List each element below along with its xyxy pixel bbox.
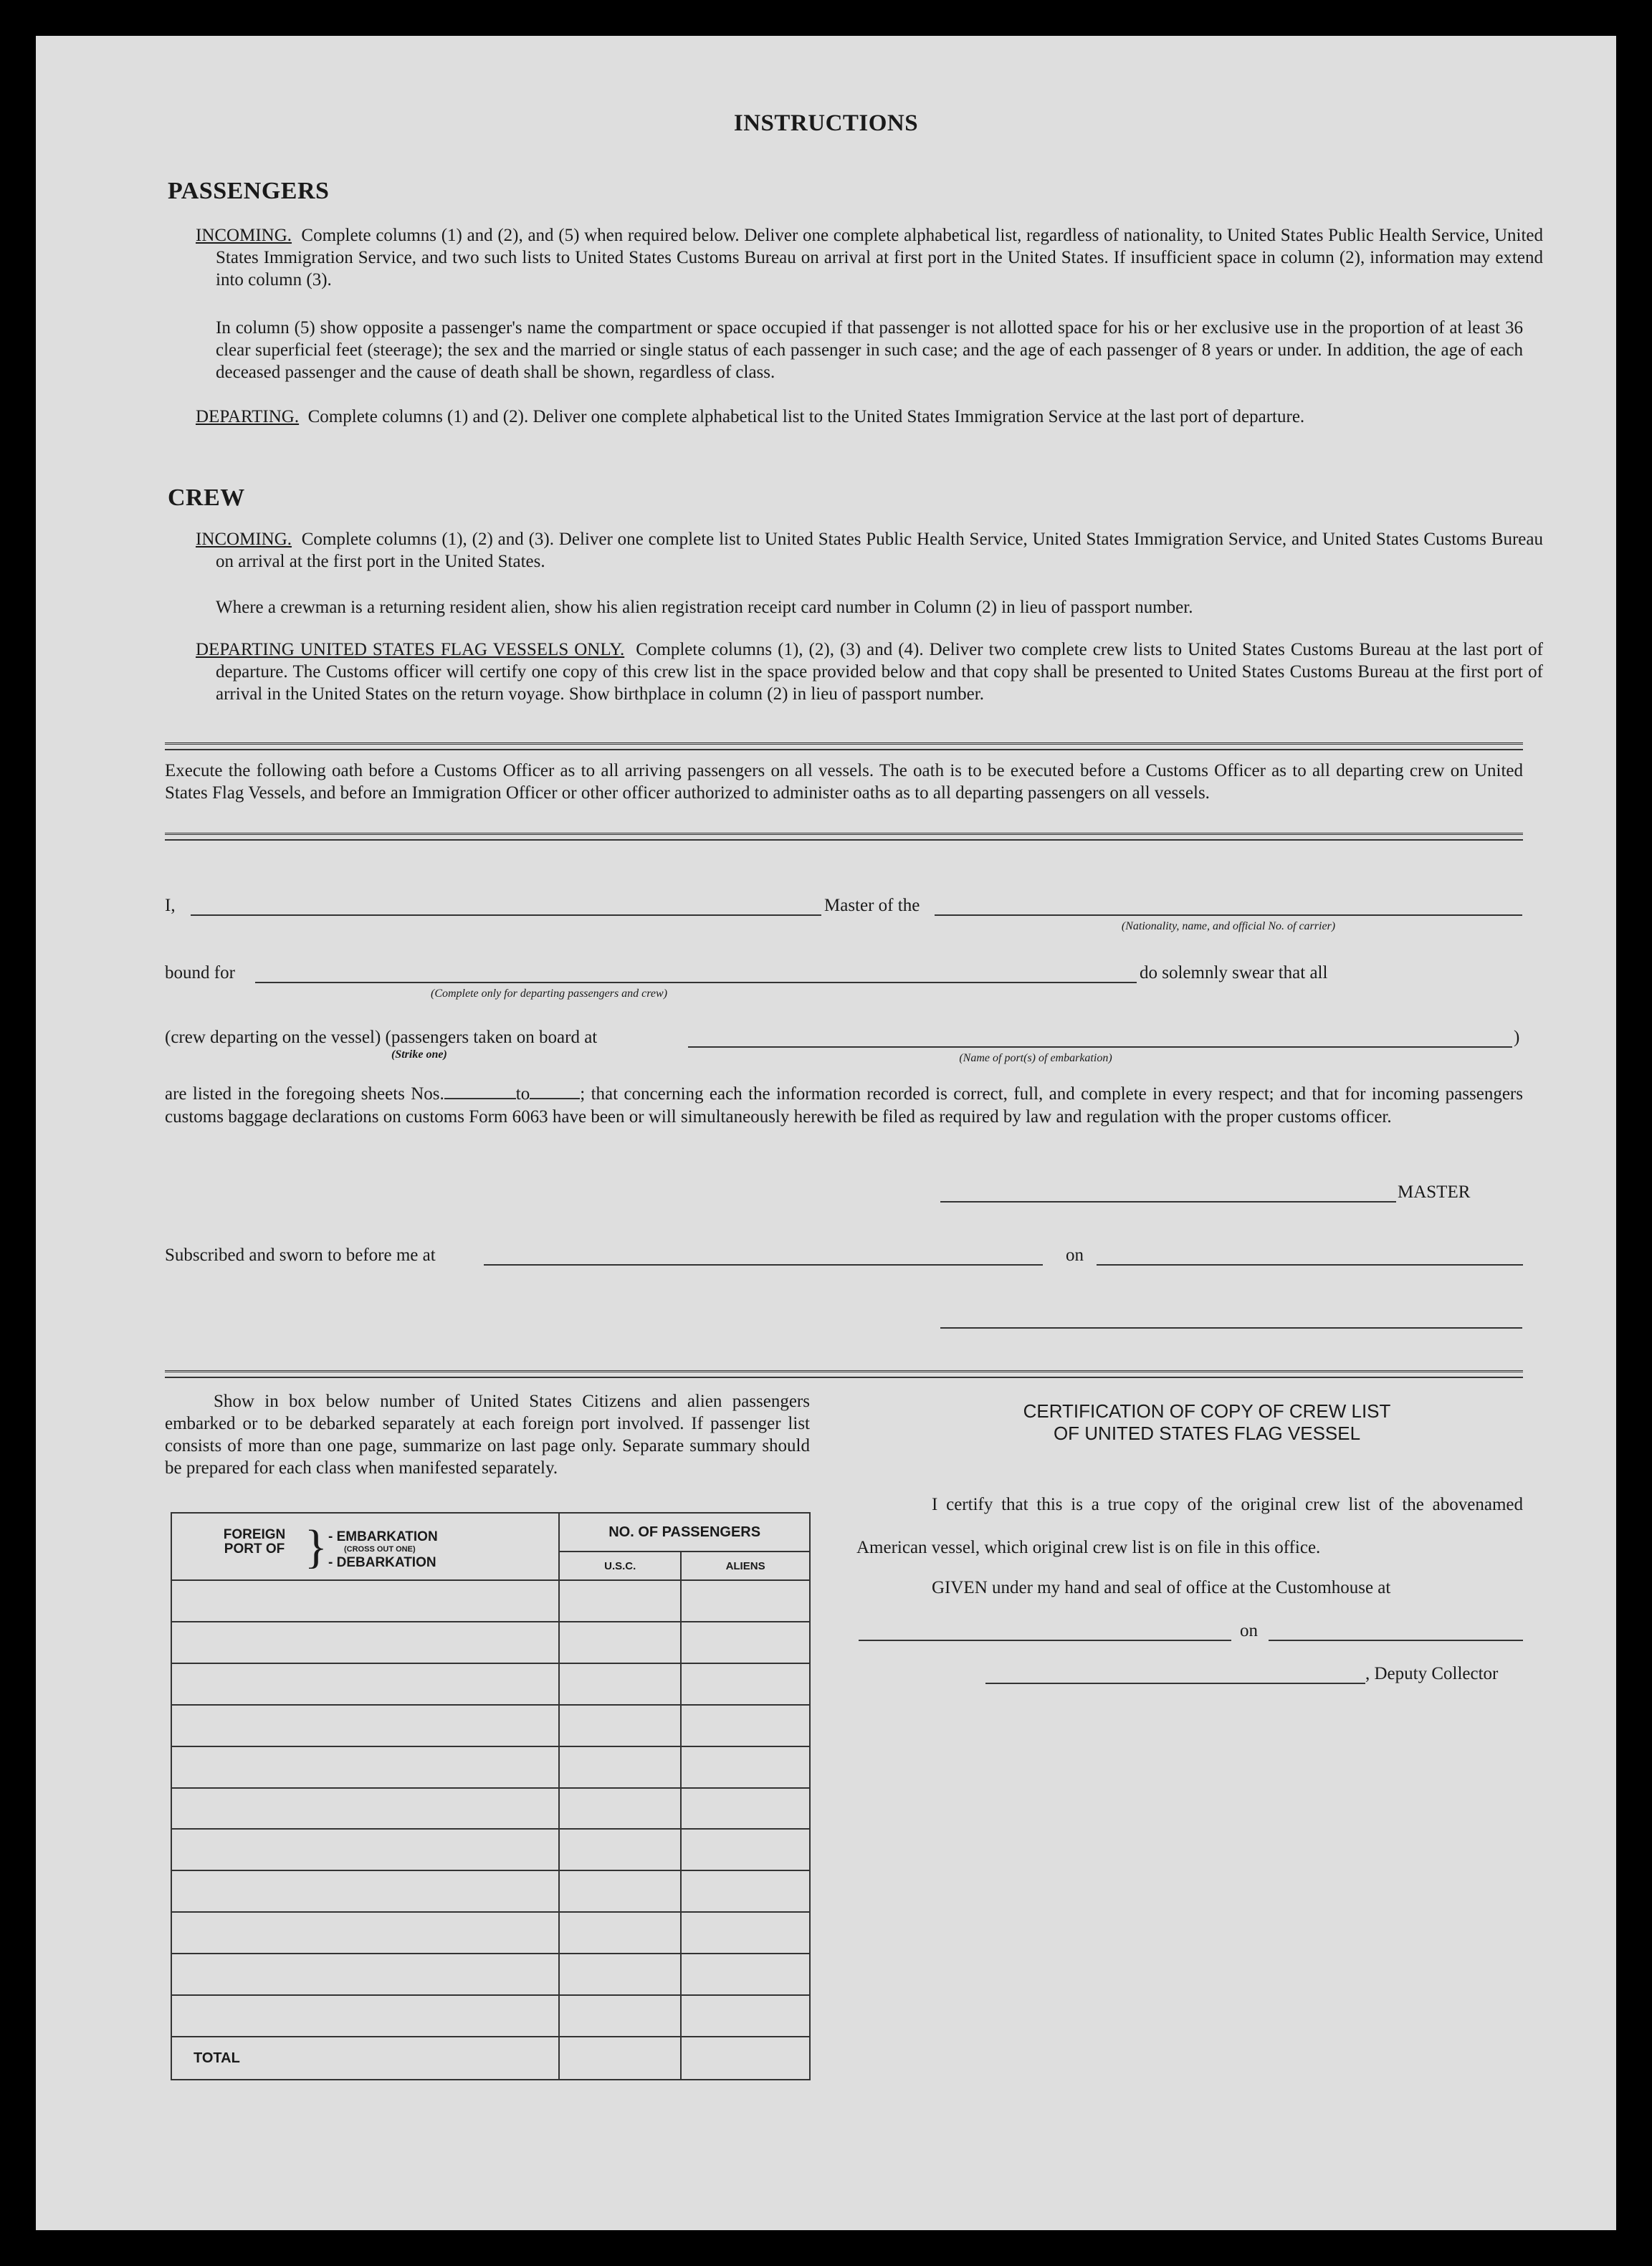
strike-one-note: (Strike one) (391, 1048, 447, 1061)
summary-row (171, 1870, 810, 1912)
crew-incoming-lead: INCOMING. (196, 530, 292, 549)
given-text: GIVEN under my hand and seal of office at the Customhouse at (932, 1578, 1391, 1597)
page-title: INSTRUCTIONS (733, 110, 919, 136)
aliens-cell[interactable] (681, 1746, 810, 1788)
port-cell[interactable] (171, 1870, 559, 1912)
usc-cell[interactable] (559, 1746, 681, 1788)
certify-text: I certify that this is a true copy of the original crew list of the abovenamed American vessel, which original crew list is on file in this office. (856, 1495, 1523, 1557)
listed-text: ; that concerning each the information recorded is correct, full, and complete in every respect; and that for incoming passengers customs baggage declarations on customs Form 6063 have been or will simultaneously herewith be filed as required by law and regulation with the proper customs officer. (165, 1084, 1523, 1127)
passengers-departing-paragraph (196, 406, 1543, 428)
divider (165, 742, 1523, 750)
passengers-incoming-lead: INCOMING. (196, 226, 292, 245)
crew-passengers-text: (crew departing on the vessel) (passengers taken on board at (165, 1028, 598, 1047)
crew-incoming-paragraph (196, 528, 1543, 573)
port-cell[interactable] (171, 1663, 559, 1705)
certification-title-line2: OF UNITED STATES FLAG VESSEL (1053, 1423, 1361, 1444)
crew-incoming-text: Complete columns (1), (2) and (3). Deliver one complete list to United States Public Health Service, United States Immigration Service, and United States Customs Bureau on arrival at the first port in the United States. (216, 530, 1543, 571)
carrier-note: (Nationality, name, and official No. of carrier) (1121, 920, 1336, 932)
port-cell[interactable] (171, 1829, 559, 1870)
usc-cell[interactable] (559, 1705, 681, 1746)
cross-out-note: (CROSS OUT ONE) (344, 1545, 416, 1554)
sheet-from-line[interactable] (444, 1084, 516, 1099)
certification-title (884, 1400, 1529, 1445)
passengers-incoming-paragraph (196, 224, 1543, 291)
document-page (36, 36, 1616, 2230)
embarkation-label: - EMBARKATION (328, 1529, 438, 1544)
summary-row (171, 1954, 810, 1995)
passenger-summary-table (171, 1512, 811, 2080)
solemnly-swear-text: do solemnly swear that all (1140, 963, 1328, 983)
usc-cell[interactable] (559, 1622, 681, 1663)
usc-cell[interactable] (559, 1580, 681, 1622)
crew-alien-paragraph: Where a crewman is a returning resident alien, show his alien registration receipt card number in Column (2) in lieu of passport number. (216, 598, 1193, 617)
aliens-header: ALIENS (681, 1552, 810, 1580)
summary-row (171, 1622, 810, 1663)
sheet-to-line[interactable] (530, 1084, 580, 1099)
foreign-port-of-label: FOREIGN PORT OF (223, 1527, 286, 1557)
usc-cell[interactable] (559, 1995, 681, 2037)
certification-on-label: on (1240, 1621, 1258, 1640)
aliens-cell[interactable] (681, 1580, 810, 1622)
crew-departing-paragraph (196, 639, 1543, 705)
divider (165, 1370, 1523, 1378)
crew-heading: CREW (168, 484, 245, 511)
subscribed-location-line[interactable] (484, 1264, 1043, 1266)
to-label: to (515, 1084, 530, 1104)
carrier-line[interactable] (935, 914, 1522, 916)
deputy-signature-line[interactable] (985, 1683, 1365, 1684)
oath-instructions: Execute the following oath before a Customs Officer as to all arriving passengers on all vessels. The oath is to be executed before a Customs Officer as to all departing crew on United States Flag Vessels, and before an Immigration Officer or other officer authorized to administer oaths as to all departing passengers on all vessels. (165, 761, 1523, 803)
complete-only-note: (Complete only for departing passengers and crew) (430, 988, 668, 1000)
listed-paragraph (165, 1083, 1523, 1129)
usc-cell[interactable] (559, 1954, 681, 1995)
passengers-column5-paragraph: In column (5) show opposite a passenger's name the compartment or space occupied if that passenger is not allotted space for his or her exclusive use in the proportion of at least 36 clear superficial feet (steerage); the sex and the married or single status of each passenger in such case; and the age of each passenger of 8 years or under. In addition, the age of each deceased passenger and the cause of death shall be shown, regardless of class. (216, 318, 1523, 382)
aliens-cell[interactable] (681, 1870, 810, 1912)
oath-i-label: I, (165, 896, 176, 915)
deputy-collector-label: , Deputy Collector (1365, 1664, 1499, 1683)
divider (165, 833, 1523, 841)
certification-title-line1: CERTIFICATION OF COPY OF CREW LIST (1023, 1400, 1391, 1422)
listed-prefix: are listed in the foregoing sheets Nos. (165, 1084, 444, 1104)
passengers-departing-lead: DEPARTING. (196, 407, 300, 426)
usc-cell[interactable] (559, 1829, 681, 1870)
port-cell[interactable] (171, 1705, 559, 1746)
aliens-cell[interactable] (681, 1995, 810, 2037)
port-cell[interactable] (171, 1622, 559, 1663)
port-note: (Name of port(s) of embarkation) (959, 1052, 1112, 1064)
on-label: on (1066, 1246, 1084, 1265)
usc-cell[interactable] (559, 1912, 681, 1954)
no-passengers-header: NO. OF PASSENGERS (559, 1513, 810, 1552)
aliens-cell[interactable] (681, 1663, 810, 1705)
port-embarkation-line[interactable] (688, 1046, 1512, 1048)
crew-departing-lead: DEPARTING UNITED STATES FLAG VESSELS ONLY. (196, 640, 625, 659)
summary-row (171, 1788, 810, 1830)
master-label: MASTER (1398, 1182, 1471, 1202)
usc-header: U.S.C. (559, 1552, 681, 1580)
total-row (171, 2037, 810, 2080)
customhouse-line[interactable] (859, 1640, 1231, 1641)
port-cell[interactable] (171, 1580, 559, 1622)
usc-cell[interactable] (559, 1663, 681, 1705)
summary-row (171, 1746, 810, 1788)
aliens-cell[interactable] (681, 1954, 810, 1995)
port-cell[interactable] (171, 1746, 559, 1788)
master-signature-line[interactable] (940, 1201, 1396, 1203)
certification-date-line[interactable] (1269, 1640, 1523, 1641)
port-cell[interactable] (171, 1912, 559, 1954)
aliens-total-cell[interactable] (681, 2037, 810, 2080)
aliens-cell[interactable] (681, 1788, 810, 1830)
subscribed-date-line[interactable] (1097, 1264, 1523, 1266)
brace-icon: } (305, 1521, 328, 1573)
aliens-cell[interactable] (681, 1622, 810, 1663)
aliens-cell[interactable] (681, 1912, 810, 1954)
passengers-heading: PASSENGERS (168, 178, 330, 204)
port-cell[interactable] (171, 1995, 559, 2037)
debarkation-label: - DEBARKATION (328, 1555, 436, 1570)
summary-row (171, 1663, 810, 1705)
passengers-incoming-text: Complete columns (1) and (2), and (5) when required below. Deliver one complete alphabetical list, regardless of nationality, to United States Public Health Service, United States Immigration Service, and two such lists to United States Customs Bureau on arrival at first port in the United States. If insufficient space in column (2), information may extend into column (3). (216, 226, 1543, 290)
summary-row (171, 1995, 810, 2037)
summary-row (171, 1580, 810, 1622)
port-header-cell (171, 1513, 559, 1580)
crew-departing-text: Complete columns (1), (2), (3) and (4). Deliver two complete crew lists to United States Customs Bureau at the last port of departure. The Customs officer will certify one copy of this crew list in the space provided below and that copy shall be presented to United States Customs Bureau at the first port of arrival in the United States on the return voyage. Show birthplace in column (2) in lieu of passport number. (216, 640, 1543, 704)
officer-signature-line[interactable] (940, 1327, 1522, 1329)
bound-for-label: bound for (165, 963, 235, 983)
total-label: TOTAL (171, 2037, 559, 2080)
aliens-cell[interactable] (681, 1829, 810, 1870)
summary-row (171, 1829, 810, 1870)
port-cell[interactable] (171, 1788, 559, 1830)
master-name-line[interactable] (191, 914, 821, 916)
usc-cell[interactable] (559, 1870, 681, 1912)
usc-cell[interactable] (559, 1788, 681, 1830)
port-cell[interactable] (171, 1954, 559, 1995)
usc-total-cell[interactable] (559, 2037, 681, 2080)
bound-for-line[interactable] (255, 982, 1137, 983)
summary-instructions: Show in box below number of United States Citizens and alien passengers embarked or to be debarked separately at each foreign port involved. If passenger list consists of more than one page, summarize on last page only. Separate summary should be prepared for each class when manifested separately. (165, 1392, 810, 1478)
close-paren: ) (1514, 1028, 1520, 1047)
summary-row (171, 1705, 810, 1746)
master-of-the-label: Master of the (824, 896, 920, 915)
passengers-departing-text: Complete columns (1) and (2). Deliver one complete alphabetical list to the United States Immigration Service at the last port of departure. (307, 407, 1305, 426)
subscribed-label: Subscribed and sworn to before me at (165, 1246, 436, 1265)
aliens-cell[interactable] (681, 1705, 810, 1746)
summary-row (171, 1912, 810, 1954)
